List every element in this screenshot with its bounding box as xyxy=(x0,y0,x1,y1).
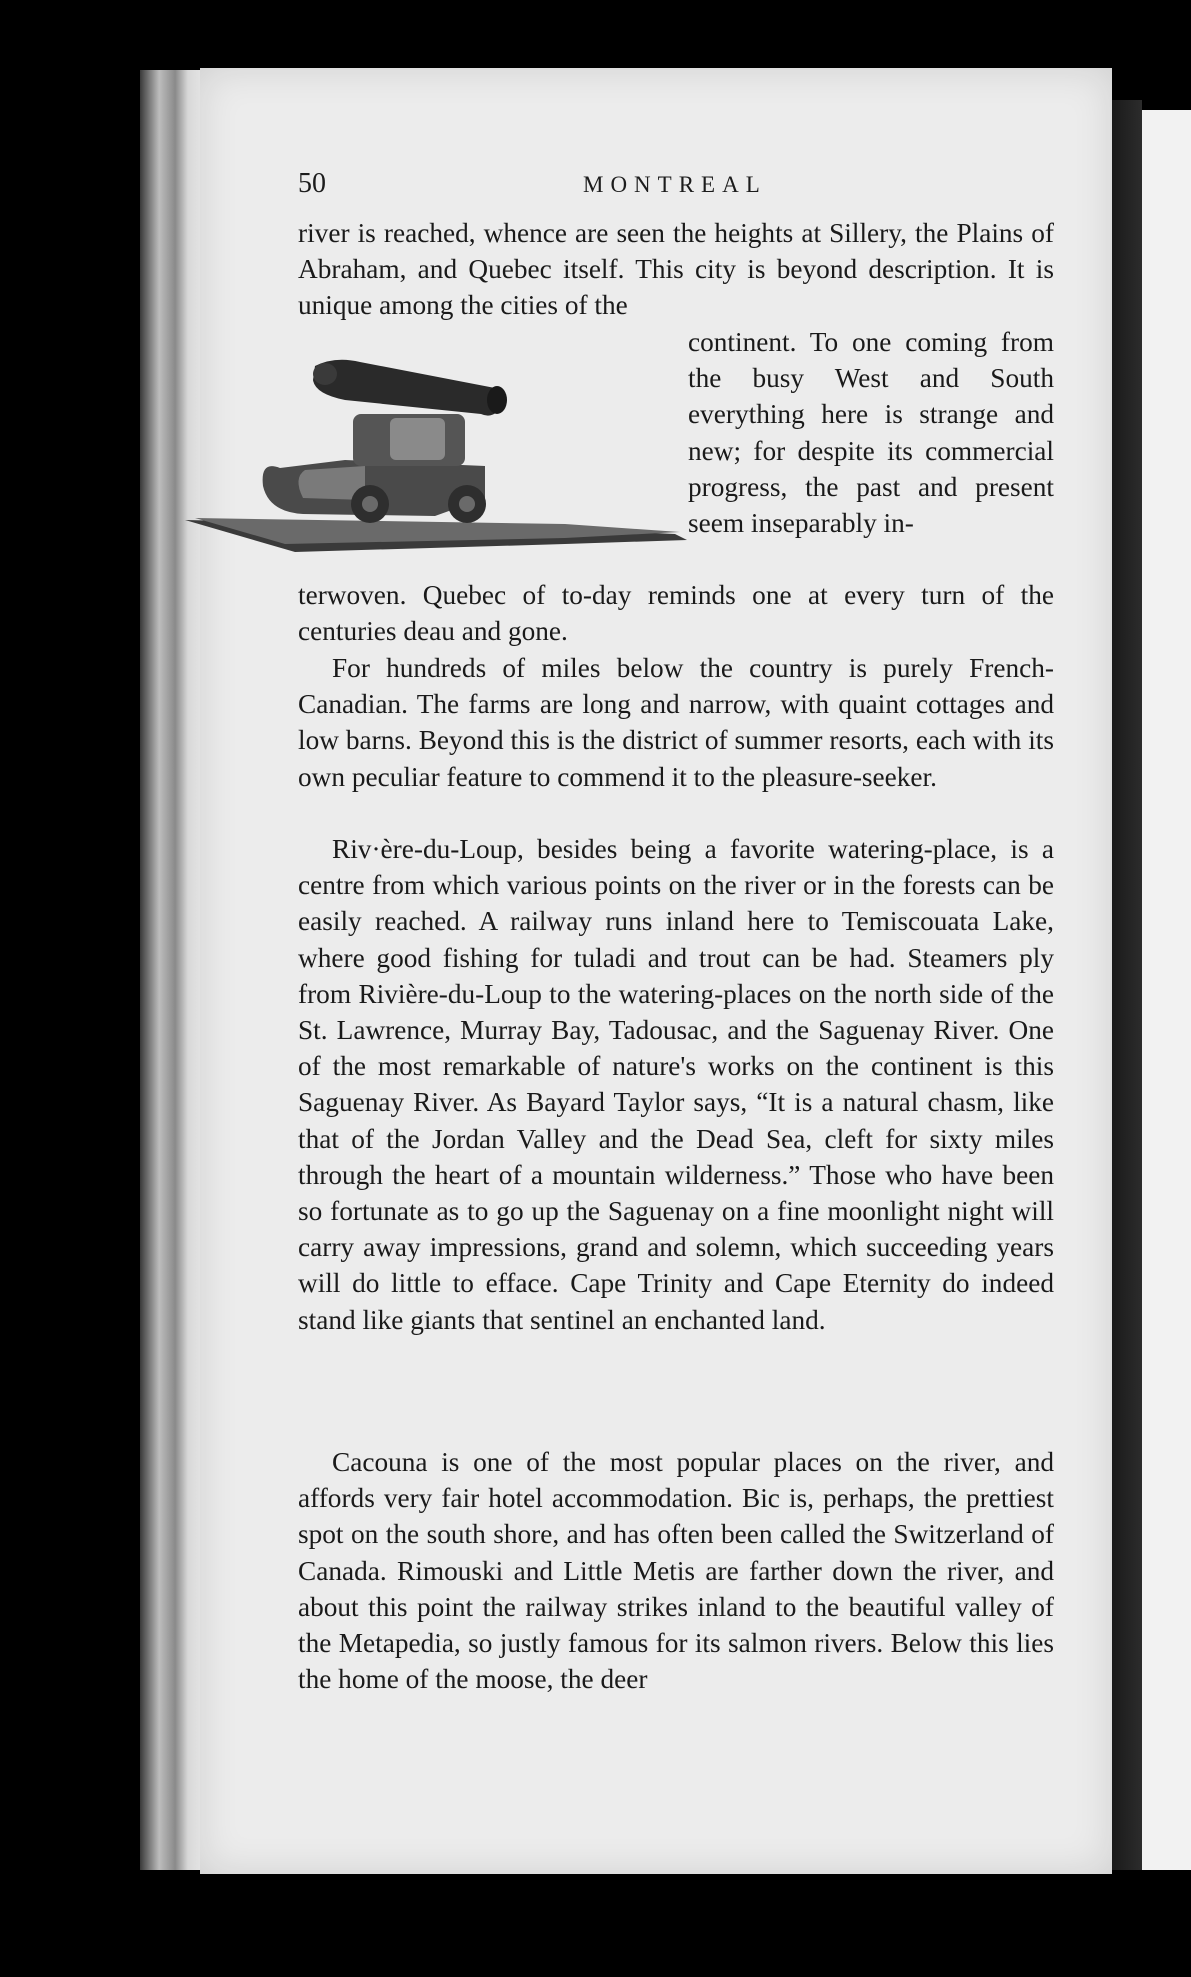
page-edge-shadow xyxy=(1112,100,1142,1870)
paragraph-2: For hundreds of miles below the country is purely French-Canadian. The farms are long and narrow, with quaint cottages and low barns. Beyond this is the district of summer resorts, each with its own peculiar feature to commend it to the pleasure-seeker. xyxy=(298,653,1054,792)
cannon-illustration xyxy=(185,348,687,558)
facing-page-edge xyxy=(1142,110,1191,1870)
book-gutter xyxy=(140,70,204,1870)
paragraph-1-bottom: terwoven. Quebec of to-day reminds one at every turn of the centuries deau and gone. xyxy=(298,580,1054,647)
paragraph-4: Cacouna is one of the most popular places on the river, and affords very fair hotel accommodation. Bic is, perhaps, the prettiest spot on the south shore, and has often been called the Switzerland of Canada. Rimouski and Little Metis are farther down the river, and about this point the railway strikes inland to the beautiful valley of the Metapedia, so justly famous for its salmon rivers. Below this lies the home of the moose, the deer xyxy=(298,1447,1054,1695)
running-head: MONTREAL xyxy=(583,172,767,197)
paragraph-3: Riv·ère-du-Loup, besides being a favorite watering-place, is a centre from which various points on the river or in the forests can be easily reached. A railway runs inland here to Temiscouata Lake, where good fishing for tuladi and trout can be had. Steamers ply from Rivière-du-Loup to the watering-places on the north side of the St. Lawrence, Murray Bay, Tadousac, and the Saguenay River. One of the most remarkable of nature's works on the continent is this Saguenay River. As Bayard Taylor says, “It is a natural chasm, like that of the Jordan Valley and the Dead Sea, cleft for sixty miles through the heart of a mountain wilderness.” Those who have been so fortunate as to go up the Saguenay on a fine moonlight night will carry away impressions, grand and solemn, which succeeding years will do little to efface. Cape Trinity and Cape Eternity do indeed stand like giants that sentinel an enchanted land. xyxy=(298,834,1054,1335)
page-number: 50 xyxy=(298,168,326,199)
paragraph-1-top: river is reached, whence are seen the heights at Sillery, the Plains of Abraham, and Quebec itself. This city is beyond description. It is unique among the cities of the xyxy=(298,218,1054,321)
page-header xyxy=(298,168,1058,208)
paragraph-1-wrap: continent. To one coming from the busy West and South everything here is strange and new; for despite its commercial progress, the past and present seem inseparably in- xyxy=(688,327,1054,539)
